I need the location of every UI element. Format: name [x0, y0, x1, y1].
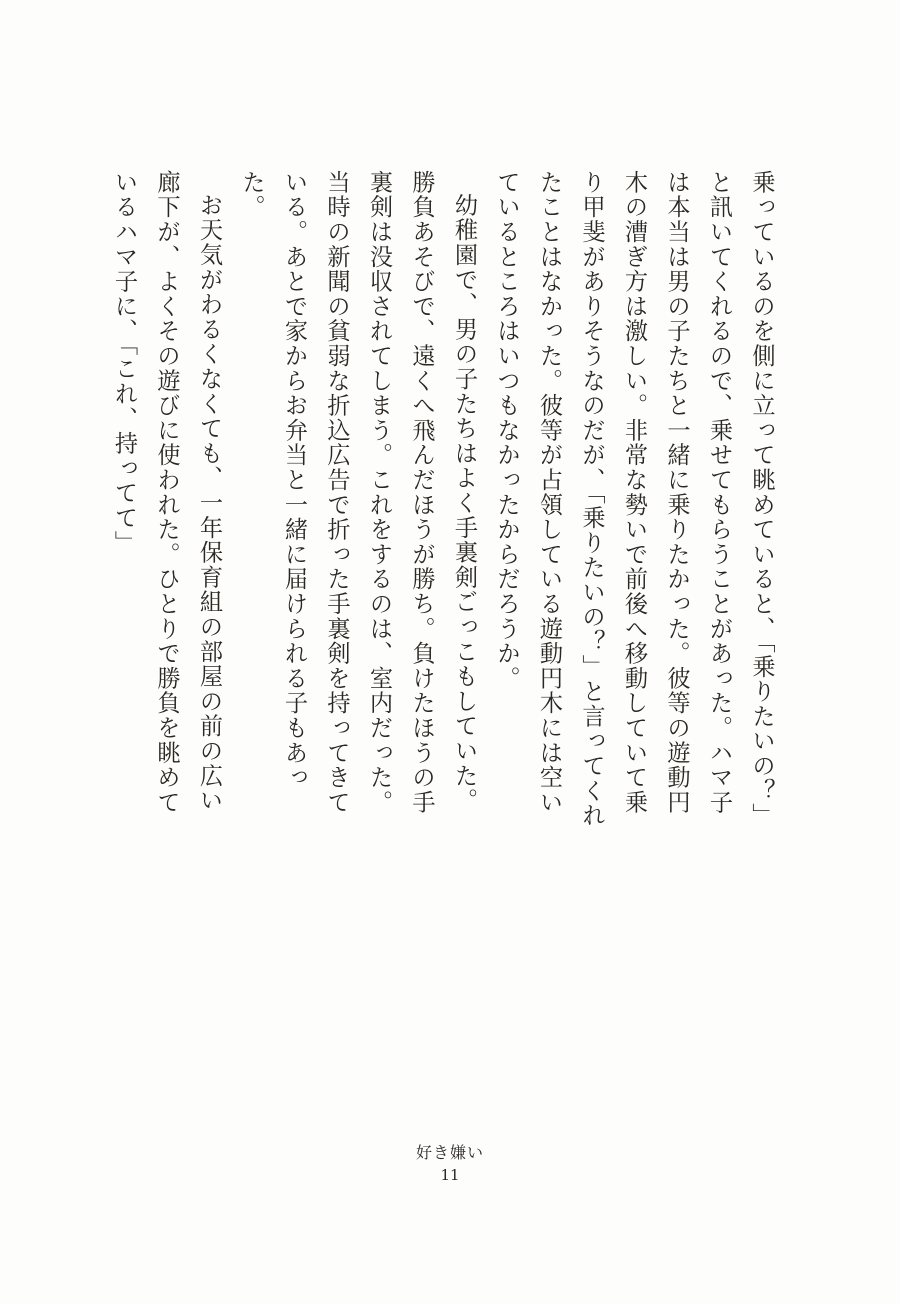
page-number: 11: [440, 1166, 460, 1184]
body-text: [102, 170, 782, 830]
paragraph-2: 幼稚園で、男の子たちはよく手裏剣ごっこもしていた。勝負あそびで、遠くへ飛んだほうが勝ち。負けたほうの手裏剣は没収されてしまう。これをするのは、室内だった。当時の新聞の貧弱な折込広告で折った手裏剣を持ってきている。あとで家からお弁当と一緒に届けられる子もあった。: [238, 170, 478, 815]
paragraph-3: お天気がわるくなくても、一年保育組の部屋の前の広い廊下が、よくその遊びに使われた。ひとりで勝負を眺めているハマ子に、「これ、持ってて」: [110, 170, 223, 815]
running-title: 好き嫌い: [415, 1143, 484, 1162]
paragraph-1: 乗っているのを側に立って眺めていると、「乗りたいの？」と訊いてくれるので、乗せてもらうことがあった。ハマ子は本当は男の子たちと一緒に乗りたかった。彼等の遊動円木の漕ぎ方は激しい。非常な勢いで前後へ移動していて乗り甲斐がありそうなのだが、「乗りたいの？」と言ってくれたことはなかった。彼等が占領している遊動円木には空いているところはいつもなかったからだろうか。: [493, 170, 775, 828]
